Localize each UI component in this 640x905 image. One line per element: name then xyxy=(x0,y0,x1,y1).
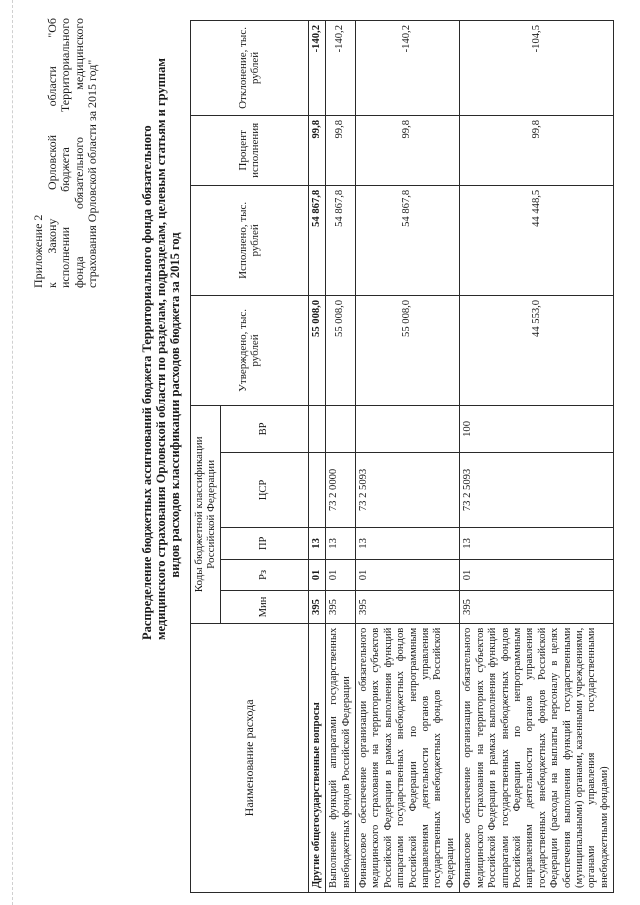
appendix-line-2: к Закону Орловской области "Об xyxy=(44,18,59,288)
row-rz: 01 xyxy=(356,559,460,591)
title-line-2: медицинского страхования Орловской области по разделам, подразделам, целевым статьям и группам xyxy=(154,58,168,640)
row-percent: 99,8 xyxy=(356,115,460,185)
appendix-line-3: исполнении бюджета Территориального xyxy=(58,18,73,288)
header-expense-name: Наименование расхода xyxy=(191,623,309,892)
appendix-line-4: фонда обязательного медицинского xyxy=(71,18,86,288)
header-vr: ВР xyxy=(220,405,308,452)
budget-table xyxy=(190,20,614,893)
row-percent: 99,8 xyxy=(460,115,614,185)
row-min: 395 xyxy=(326,591,356,623)
header-percent: Процент исполнения xyxy=(191,115,309,185)
header-rz: Рз xyxy=(220,559,308,591)
row-rz: 01 xyxy=(326,559,356,591)
header-executed: Исполнено, тыс. рублей xyxy=(191,185,309,295)
header-csr: ЦСР xyxy=(220,452,308,527)
header-approved: Утверждено, тыс. рублей xyxy=(191,295,309,405)
row-approved: 44 553,0 xyxy=(460,295,614,405)
row-vr xyxy=(308,405,325,452)
row-pr: 13 xyxy=(308,528,325,560)
table-row xyxy=(308,21,325,893)
row-vr xyxy=(356,405,460,452)
row-vr xyxy=(326,405,356,452)
row-pr: 13 xyxy=(326,528,356,560)
row-vr: 100 xyxy=(460,405,614,452)
header-pr: ПР xyxy=(220,528,308,560)
row-csr: 73 2 5093 xyxy=(356,452,460,527)
appendix-line-5: страхования Орловской области за 2015 год" xyxy=(85,59,100,288)
row-percent: 99,8 xyxy=(326,115,356,185)
row-min: 395 xyxy=(356,591,460,623)
row-csr: 73 2 5093 xyxy=(460,452,614,527)
row-deviation: -140,2 xyxy=(326,21,356,116)
row-deviation: -140,2 xyxy=(308,21,325,116)
row-approved: 55 008,0 xyxy=(356,295,460,405)
title-line-1: Распределение бюджетных ассигнований бюджета Территориального фонда обязательного xyxy=(140,125,154,640)
table-row xyxy=(326,21,356,893)
table-row xyxy=(460,21,614,893)
row-pr: 13 xyxy=(460,528,614,560)
row-csr: 73 2 0000 xyxy=(326,452,356,527)
header-min: Мин xyxy=(220,591,308,623)
row-approved: 55 008,0 xyxy=(326,295,356,405)
row-name: Финансовое обеспечение организации обязательного медицинского страхования на территориях субъектов Российской Федерации в рамках выполнения функций аппаратами государственных внебюджетных фондов Российской Федерации по непрограммным направлениям деятельности органов управления государственных внебюджетных фондов Российской Федерации (расходы на выплаты персоналу в целях обеспечения выполнения функций государственными (муниципальными) органами, казенными учреждениями, органами управления государственными внебюджетными фондами) xyxy=(460,623,614,892)
document-title xyxy=(140,58,182,640)
row-min: 395 xyxy=(460,591,614,623)
row-min: 395 xyxy=(308,591,325,623)
row-csr xyxy=(308,452,325,527)
row-name: Другие общегосударственные вопросы xyxy=(308,623,325,892)
row-executed: 54 867,8 xyxy=(308,185,325,295)
row-executed: 54 867,8 xyxy=(356,185,460,295)
title-line-3: видов расходов классификации расходов бюджета за 2015 год xyxy=(168,232,182,578)
appendix-number: Приложение 2 xyxy=(31,214,45,288)
row-name: Финансовое обеспечение организации обязательного медицинского страхования на территориях субъектов Российской Федерации в рамках выполнения функций аппаратами государственных внебюджетных фондов Российской Федерации по непрограммным направлениям деятельности органов управления государственных внебюджетных фондов Российской Федерации xyxy=(356,623,460,892)
row-deviation: -140,2 xyxy=(356,21,460,116)
row-rz: 01 xyxy=(460,559,614,591)
header-deviation: Отклонение, тыс. рублей xyxy=(191,21,309,116)
header-budget-codes: Коды бюджетной классификации Российской Федерации xyxy=(191,405,221,623)
row-percent: 99,8 xyxy=(308,115,325,185)
row-executed: 54 867,8 xyxy=(326,185,356,295)
row-executed: 44 448,5 xyxy=(460,185,614,295)
row-rz: 01 xyxy=(308,559,325,591)
appendix-header xyxy=(32,18,100,288)
row-name: Выполнение функций аппаратами государственных внебюджетных фондов Российской Федерации xyxy=(326,623,356,892)
row-approved: 55 008,0 xyxy=(308,295,325,405)
row-pr: 13 xyxy=(356,528,460,560)
table-row xyxy=(356,21,460,893)
row-deviation: -104,5 xyxy=(460,21,614,116)
